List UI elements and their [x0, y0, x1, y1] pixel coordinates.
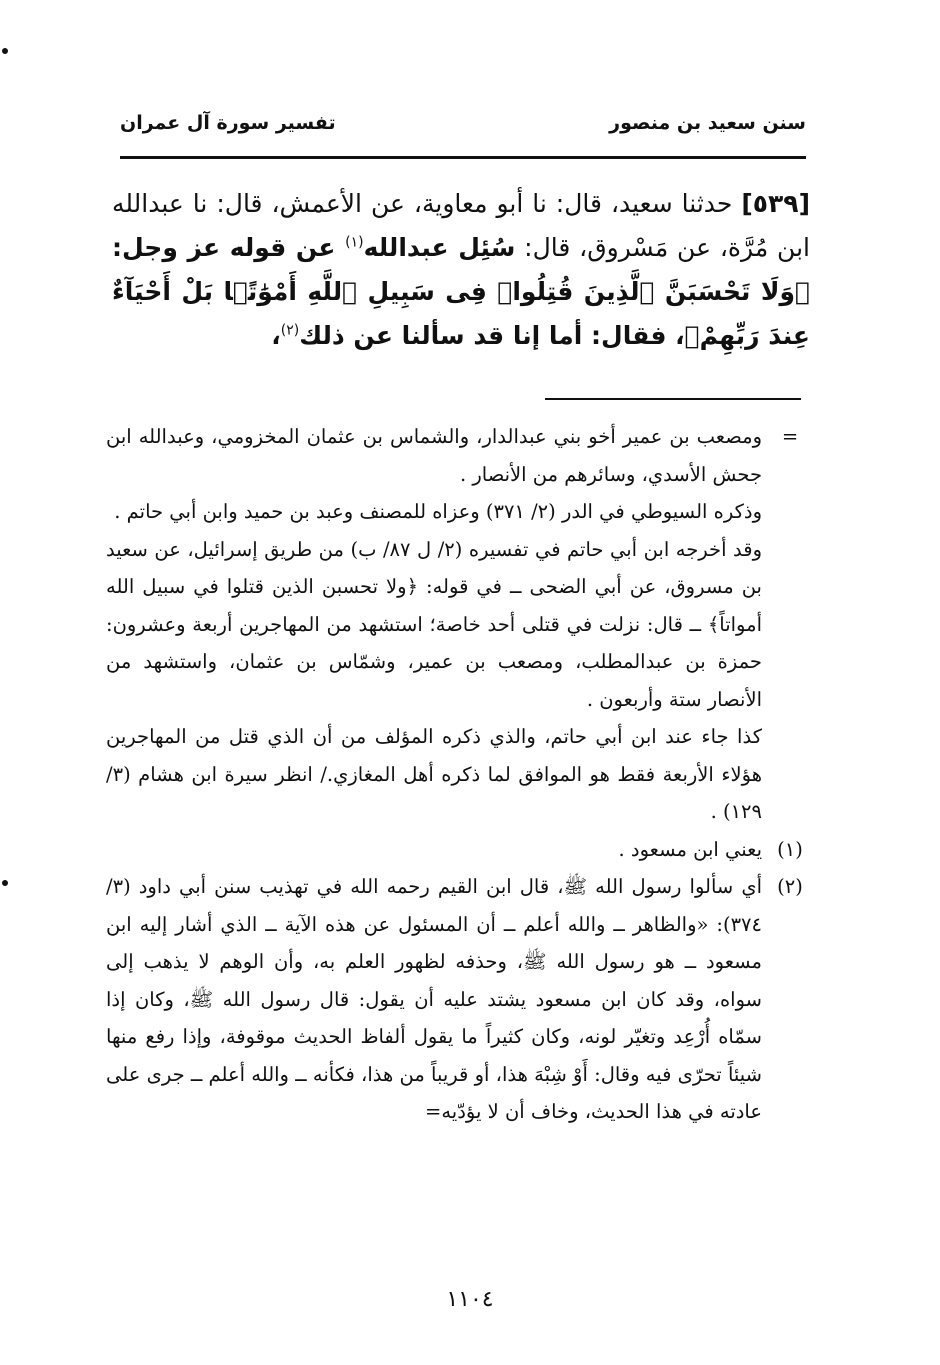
hadith-text — [112, 182, 810, 358]
footnote-ref-2: (٢) — [280, 322, 300, 339]
hadith-end-punct: ، — [271, 321, 281, 350]
hadith-matn-start: سُئِل عبدالله — [363, 233, 516, 262]
footnote-separator — [545, 398, 801, 400]
footnote-text: وذكره السيوطي في الدر (٢/ ٣٧١) وعزاه للمصنف وعبد بن حميد وابن أبي حاتم . — [114, 500, 762, 523]
section-title: تفسير سورة آل عمران — [120, 112, 336, 134]
footnote-continuation-2 — [106, 493, 810, 531]
footnote-text: كذا جاء عند ابن أبي حاتم، والذي ذكره المؤلف من أن الذي قتل من المهاجرين هؤلاء الأربعة فقط هو الموافق لما ذكره أهل المغازي./ انظر سيرة ابن هشام (٣/ ١٢٩) . — [106, 725, 762, 823]
footnote-text: ومصعب بن عمير أخو بني عبدالدار، والشماس بن عثمان المخزومي، وعبدالله ابن جحش الأسدي، وسائرهم من الأنصار . — [106, 425, 762, 486]
footnotes — [106, 418, 810, 1131]
footnote-continuation-1 — [106, 418, 810, 493]
scan-mark — [2, 48, 8, 54]
footnote-1 — [106, 831, 810, 869]
header-rule — [120, 156, 806, 159]
hadith-isnad: حدثنا سعيد، قال: نا أبو معاوية، عن الأعمش، قال: نا عبدالله ابن مُرَّة، عن مَسْروق، قال: — [112, 189, 810, 262]
footnote-2 — [106, 868, 810, 1131]
footnote-marker: (٢) — [777, 875, 803, 898]
running-header — [120, 112, 806, 146]
footnote-text: وقد أخرجه ابن أبي حاتم في تفسيره (٢/ ل ٨٧/ ب) من طريق إسرائيل، عن سعيد بن مسروق، عن أبي الضحى ــ في قوله: ﴿ولا تحسبن الذين قتلوا في سبيل الله أمواتاً﴾ ــ قال: نزلت في قتلى أحد خاصة؛ استشهد من المهاجرين أربعة وعشرون: حمزة بن عبدالمطلب، ومصعب بن عمير، وشمّاس بن عثمان، واستشهد من الأنصار ستة وأربعون . — [106, 537, 763, 711]
page-number: ١١٠٤ — [446, 1287, 494, 1312]
hadith-number: [٥٣٩] — [741, 189, 810, 218]
footnote-text: يعني ابن مسعود . — [618, 837, 762, 861]
footnote-ref-1: (١) — [345, 234, 364, 251]
footnote-text: أي سألوا رسول الله ﷺ، قال ابن القيم رحمه الله في تهذيب سنن أبي داود (٣/ ٣٧٤): «والظاهر ــ والله أعلم ــ أن المسئول عن هذه الآية ــ الذي أشار إليه ابن مسعود ــ هو رسول الله ﷺ، وحذفه لظهور العلم به، وأن الوهم لا يذهب إلى سواه، وقد كان ابن مسعود يشتد عليه أن يقول: قال رسول الله ﷺ، وكان إذا سمّاه أُرْعِد وتغيّر لونه، وكان كثيراً ما يقول ألفاظ الحديث موقوفة، وإذا رفع منها شيئاً تحرّى فيه وقال: أَوْ شِبْهَ هذا، أو قريباً من هذا، فكأنه ــ والله أعلم ــ جرى على عادته في هذا الحديث، وخاف أن لا يؤدّيه= — [106, 875, 762, 1123]
footnote-continuation-3 — [106, 531, 810, 719]
hadith-matn: عن قوله عز وجل: ﴿وَلَا تَحْسَبَنَّ ٱلَّذِينَ قُتِلُوا۟ فِى سَبِيلِ ٱللَّهِ أَمْوَٰتًۢا بَلْ أَحْيَآءٌ عِندَ رَبِّهِمْ﴾، فقال: أما إنا قد سألنا عن ذلك — [112, 233, 810, 350]
footnote-marker: (١) — [777, 837, 803, 861]
continuation-marker: = — [781, 425, 799, 448]
footnote-continuation-4 — [106, 718, 810, 831]
book-title: سنن سعيد بن منصور — [609, 112, 806, 134]
scan-mark — [2, 880, 8, 886]
